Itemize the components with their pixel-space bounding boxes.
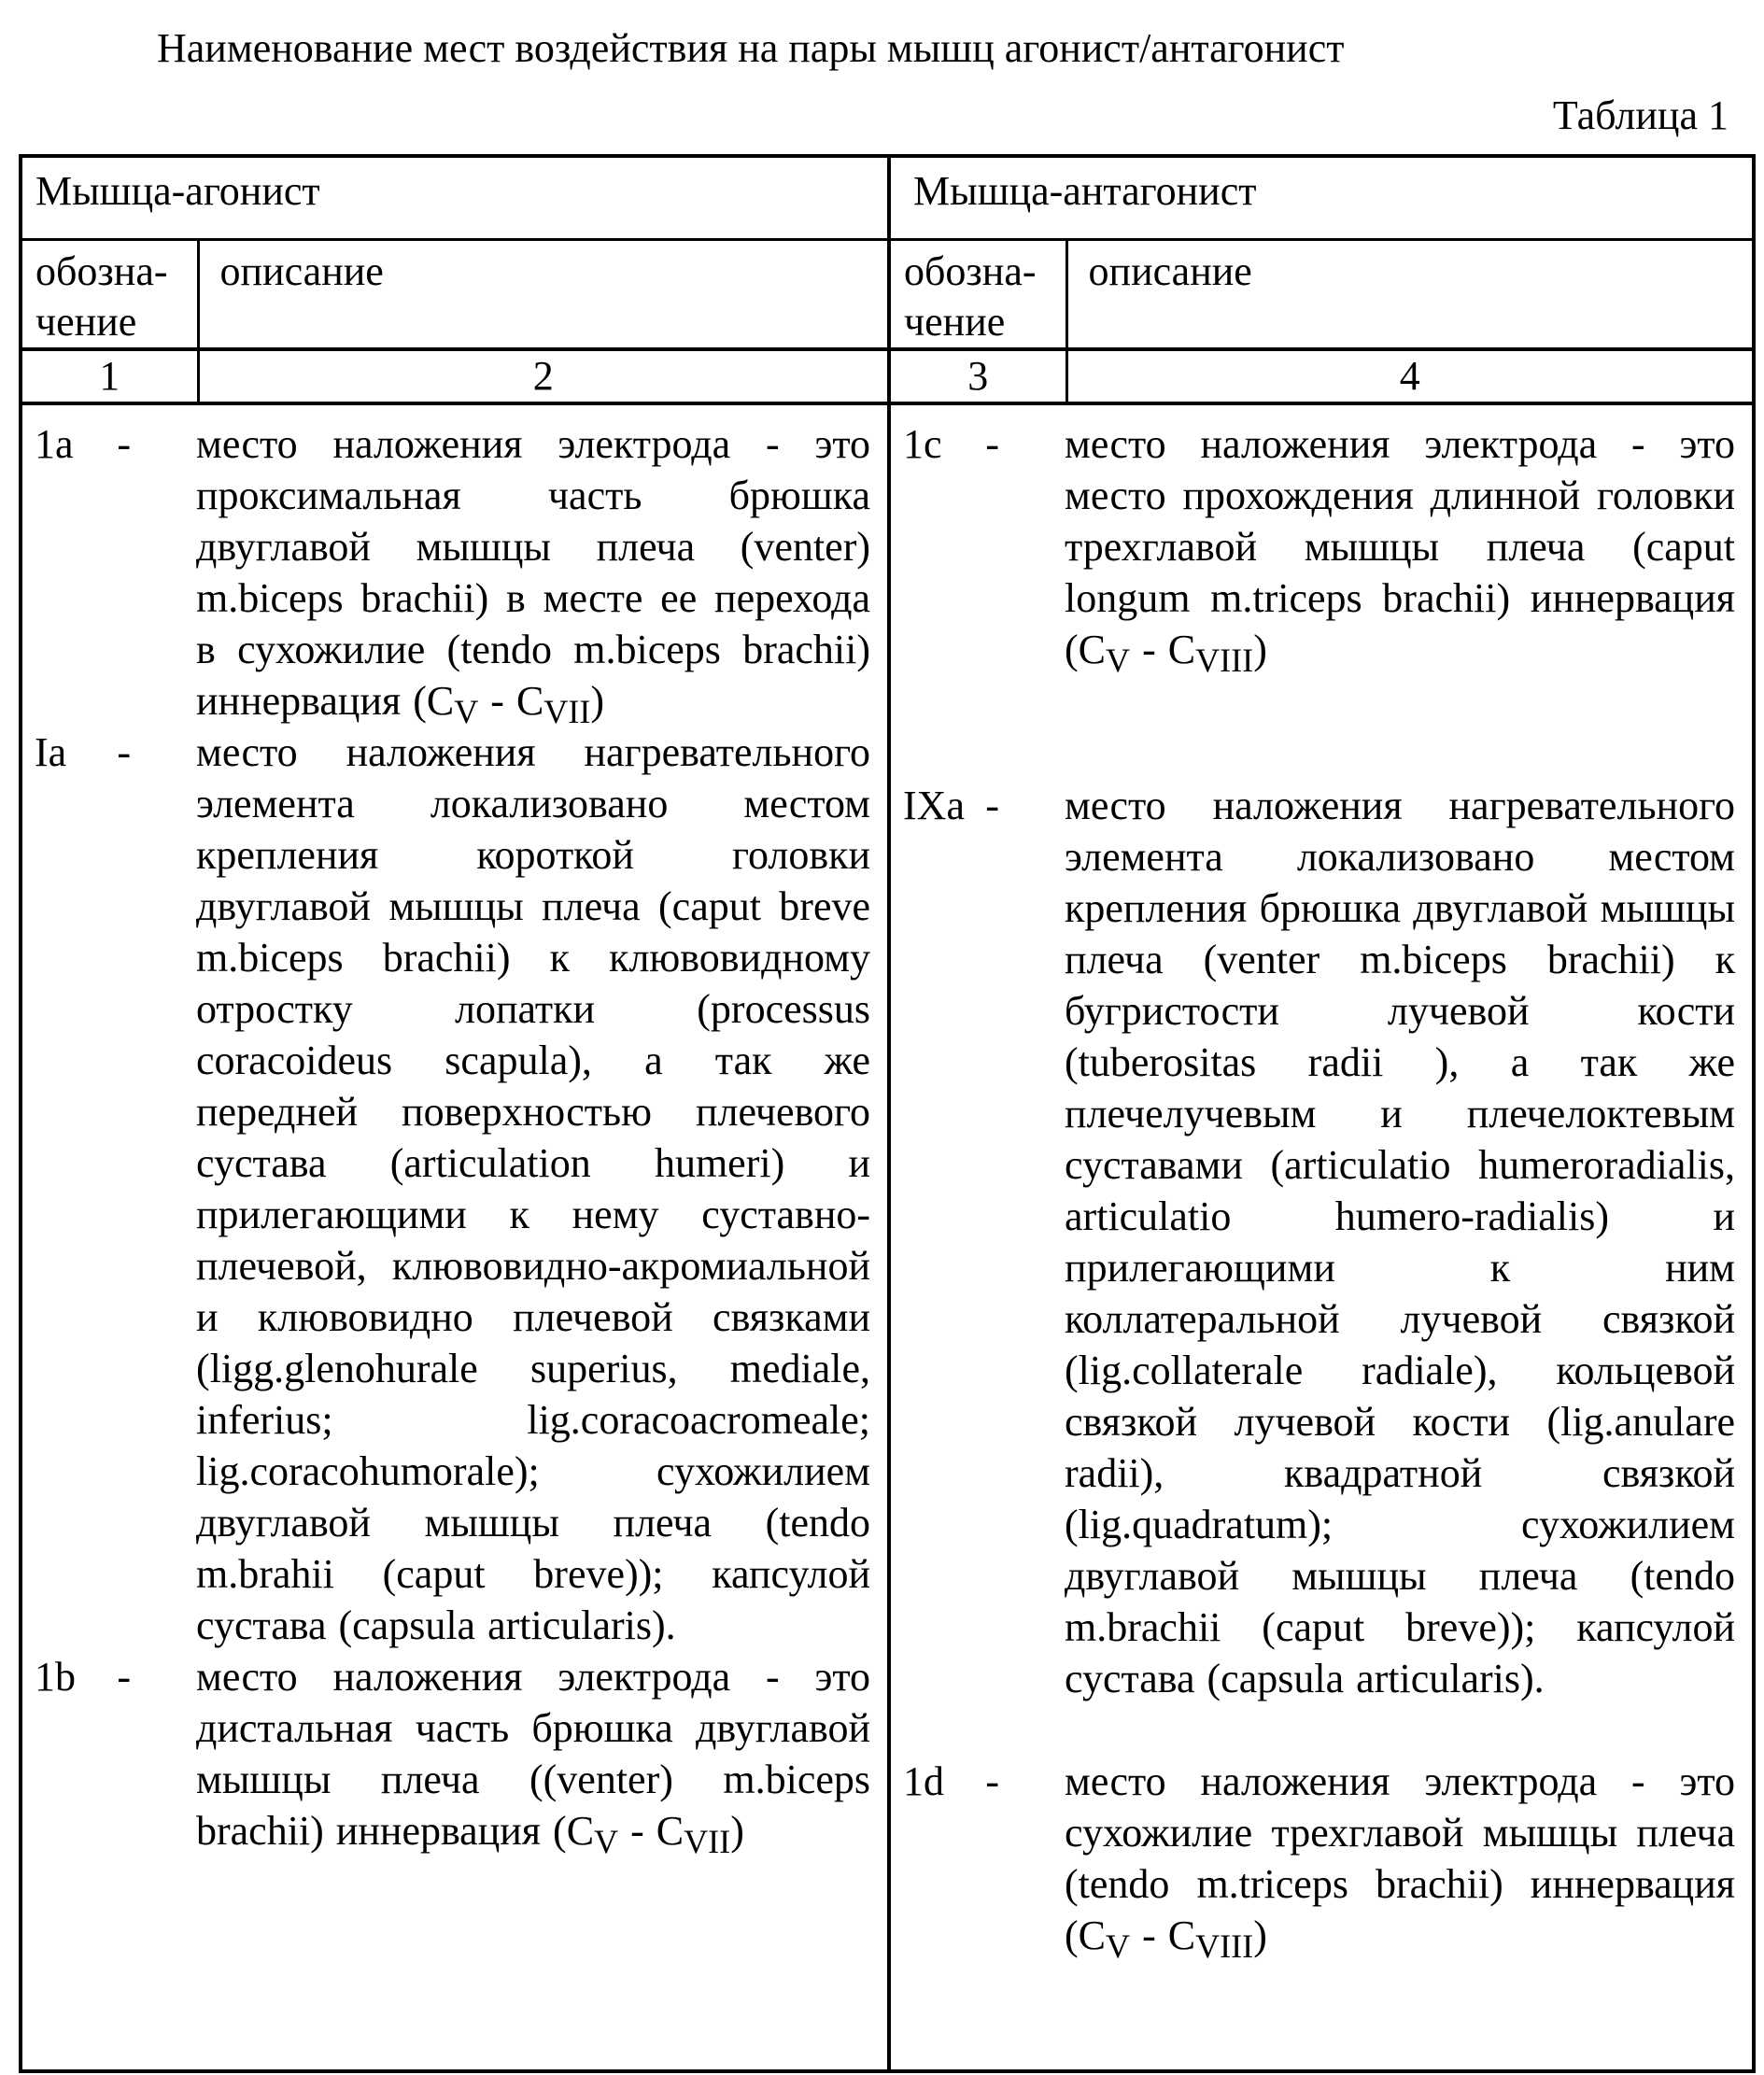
entry-designation [891, 1756, 1065, 1807]
entry-designation [22, 727, 196, 778]
column-number-4: 4 [1066, 349, 1754, 403]
entry-dash: - [117, 421, 131, 467]
entry-dash: - [985, 421, 1000, 467]
entry-description: место наложения нагревательного элемента локализовано местом крепления короткой головки двуглавой мышцы плеча (caput breve m.biceps brachii) к клювовидному отростку лопатки (processus coracoideus scapula), а так же передней поверхностью плечевого сустава (articulation humeri) и прилегающими к нему суставно-плечевой, клювовидно-акромиальной и клювовидно плечевой связками (ligg.glenohurale superius, mediale, inferius; lig.coracoacromeale; lig.coracohumorale); сухожилием двуглавой мышцы плеча (tendo m.brahii (caput breve)); капсулой сустава (capsula articularis). [196, 729, 871, 1648]
table-caption: Таблица 1 [1552, 92, 1729, 138]
entry-designation [22, 1651, 196, 1702]
entry-description: место наложения электрода - это место прохождения длинной головки трехглавой мышцы плеча (caput longum m.triceps brachii) иннервация $(C_V - C_{VIII})$ [1065, 421, 1736, 680]
column-number-2: 2 [198, 349, 889, 403]
entry-description: место наложения электрода - это проксимальная часть брюшка двуглавой мышцы плеча (venter) m.biceps brachii) в месте ее перехода в сухожилие (tendo m.biceps brachii) иннервация $(C_V - C_{VII})$ [196, 421, 871, 731]
entry-code: 1b [35, 1654, 76, 1700]
entry-description: место наложения электрода - это дистальная часть брюшка двуглавой мышцы плеча ((venter) m.biceps brachii) иннервация $(C_V - C_{VII})$ [196, 1654, 871, 1861]
entry-description: место наложения электрода - это сухожилие трехглавой мышцы плеча (tendo m.triceps brachii) иннервация $(C_V - C_{VIII})$ [1065, 1758, 1736, 1966]
entry-dash: - [117, 1654, 131, 1700]
entry-description: место наложения нагревательного элемента локализовано местом крепления брюшка двуглавой мышцы плеча (venter m.biceps brachii) к бугристости лучевой кости (tuberositas radii ), а так же плечелучевым и плечелоктевым суставами (articulatio humeroradialis, articulatio humero-radialis) и прилегающими к ним коллатеральной лучевой связкой (lig.collaterale radiale), кольцевой связкой лучевой кости (lig.anulare radii), квадратной связкой (lig.quadratum); сухожилием двуглавой мышцы плеча (tendo m.brachii (caput breve)); капсулой сустава (capsula articularis). [1065, 783, 1736, 1701]
column-group-agonist: Мышца-агонист [21, 156, 889, 240]
entry-designation [891, 780, 1065, 831]
muscle-entry [891, 418, 1752, 680]
agonist-entries-cell [21, 403, 889, 2071]
entry-code: IXa [903, 783, 965, 828]
muscle-entry [891, 1756, 1752, 1966]
entry-dash: - [985, 783, 1000, 828]
col-header-description-antagonist: описание [1066, 240, 1754, 350]
column-number-1: 1 [21, 349, 198, 403]
document-title: Наименование мест воздействия на пары мышц агонист/антагонист [157, 25, 1345, 71]
entry-designation [891, 418, 1065, 470]
column-number-row [21, 349, 1754, 403]
entry-designation [22, 418, 196, 470]
column-number-3: 3 [889, 349, 1066, 403]
muscle-entry [22, 418, 887, 731]
antagonist-entries-cell [889, 403, 1754, 2071]
col-header-description-agonist: описание [198, 240, 889, 350]
muscle-pairs-table [19, 154, 1756, 2073]
table-body-row [21, 403, 1754, 2071]
column-group-antagonist: Мышца-антагонист [889, 156, 1754, 240]
muscle-entry [22, 1651, 887, 1861]
muscle-entry [22, 727, 887, 1651]
sub-header-row [21, 240, 1754, 350]
entry-code: 1a [35, 421, 74, 467]
col-header-designation-antagonist: обозна- чение [889, 240, 1066, 350]
entry-dash: - [117, 729, 131, 775]
entry-code: 1c [903, 421, 942, 467]
muscle-entry [891, 780, 1752, 1704]
entry-code: 1d [903, 1758, 945, 1804]
entry-code: Ia [35, 729, 67, 775]
entry-dash: - [985, 1758, 1000, 1804]
col-header-designation-agonist: обозна- чение [21, 240, 198, 350]
group-header-row [21, 156, 1754, 240]
